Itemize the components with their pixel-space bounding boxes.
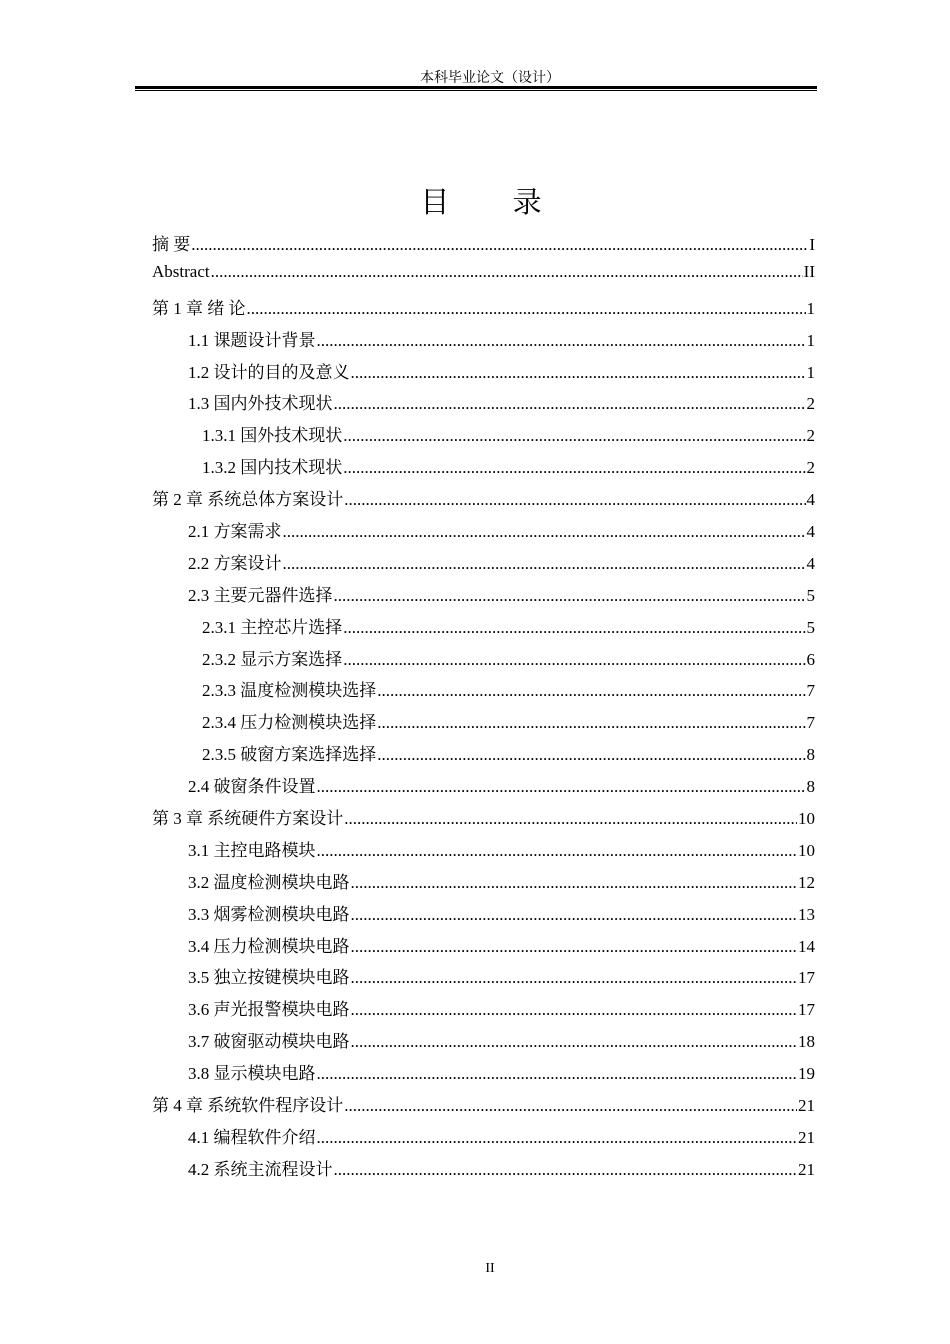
- toc-entry[interactable]: [152, 900, 815, 932]
- toc-entry[interactable]: [152, 262, 815, 294]
- toc-entry-page: 2: [806, 394, 815, 414]
- toc-entry-label: 第 3 章 系统硬件方案设计: [152, 809, 344, 829]
- toc-entry[interactable]: [152, 995, 815, 1027]
- toc-entry-label: 4.2 系统主流程设计: [188, 1159, 333, 1179]
- toc-leader-dots: [344, 490, 805, 510]
- toc-entry-label: 2.2 方案设计: [188, 553, 282, 573]
- toc-entry-label: 第 4 章 系统软件程序设计: [152, 1096, 344, 1116]
- toc-entry-label: 第 2 章 系统总体方案设计: [152, 490, 344, 510]
- toc-leader-dots: [351, 1032, 798, 1052]
- toc-leader-dots: [317, 1064, 798, 1084]
- toc-entry-page: 4: [806, 490, 815, 510]
- toc-entry-label: 2.4 破窗条件设置: [188, 777, 316, 797]
- toc-leader-dots: [317, 331, 806, 351]
- toc-entry-label: Abstract: [152, 261, 210, 281]
- toc-leader-dots: [247, 299, 806, 319]
- toc-entry[interactable]: [152, 708, 815, 740]
- toc-entry-page: 10: [798, 809, 815, 829]
- toc-entry[interactable]: [152, 453, 815, 485]
- toc-entry[interactable]: [152, 645, 815, 677]
- toc-entry-page: 17: [798, 968, 815, 988]
- toc-entry-page: II: [803, 261, 815, 281]
- toc-entry-page: 2: [806, 426, 815, 446]
- header-rule-thick: [135, 86, 817, 89]
- toc-leader-dots: [343, 650, 805, 670]
- toc-leader-dots: [211, 262, 803, 282]
- toc-entry-page: 18: [798, 1032, 815, 1052]
- toc-leader-dots: [377, 745, 805, 765]
- toc-leader-dots: [334, 1160, 798, 1180]
- toc-leader-dots: [317, 1128, 798, 1148]
- toc-entry-label: 3.5 独立按键模块电路: [188, 968, 350, 988]
- toc-leader-dots: [351, 937, 798, 957]
- toc-leader-dots: [343, 618, 805, 638]
- toc-entry-page: 8: [806, 745, 815, 765]
- toc-leader-dots: [351, 905, 798, 925]
- toc-entry[interactable]: [152, 868, 815, 900]
- toc-entry[interactable]: [152, 932, 815, 964]
- toc-entry[interactable]: [152, 1027, 815, 1059]
- toc-entry-label: 3.4 压力检测模块电路: [188, 936, 350, 956]
- toc-entry[interactable]: [152, 740, 815, 772]
- toc-entry[interactable]: [152, 1155, 815, 1187]
- toc-entry-label: 1.3 国内外技术现状: [188, 394, 333, 414]
- toc-entry[interactable]: [152, 294, 815, 326]
- toc-entry-label: 2.3.1 主控芯片选择: [202, 617, 343, 637]
- toc-leader-dots: [283, 522, 806, 542]
- toc-leader-dots: [334, 394, 806, 414]
- toc-entry-label: 2.1 方案需求: [188, 522, 282, 542]
- toc-entry[interactable]: [152, 549, 815, 581]
- toc-entry-label: 3.6 声光报警模块电路: [188, 1000, 350, 1020]
- toc-entry-page: 1: [806, 362, 815, 382]
- toc-entry-page: I: [809, 235, 815, 254]
- toc-entry-page: 13: [798, 904, 815, 924]
- toc-entry-page: 7: [806, 681, 815, 701]
- toc-entry[interactable]: [152, 1059, 815, 1091]
- toc-entry-page: 8: [806, 777, 815, 797]
- toc-entry[interactable]: [152, 358, 815, 390]
- toc-leader-dots: [351, 363, 806, 383]
- toc-entry-page: 1: [806, 298, 815, 318]
- toc-entry[interactable]: [152, 1123, 815, 1155]
- toc-entry-label: 3.2 温度检测模块电路: [188, 872, 350, 892]
- toc-entry-label: 第 1 章 绪 论: [152, 298, 246, 318]
- toc-leader-dots: [351, 1000, 798, 1020]
- toc-entry-page: 17: [798, 1000, 815, 1020]
- page-header-title: 本科毕业论文（设计）: [420, 71, 560, 86]
- header-rule-thin: [135, 90, 817, 91]
- toc-title: 目 录: [420, 187, 570, 219]
- table-of-contents: [152, 230, 815, 1187]
- toc-entry-label: 摘 要: [152, 235, 191, 254]
- toc-leader-dots: [351, 968, 798, 988]
- toc-entry-label: 2.3.4 压力检测模块选择: [202, 713, 377, 733]
- toc-entry-page: 21: [798, 1096, 815, 1116]
- toc-entry-page: 12: [798, 872, 815, 892]
- toc-entry[interactable]: [152, 772, 815, 804]
- toc-leader-dots: [191, 235, 808, 255]
- toc-leader-dots: [317, 841, 798, 861]
- toc-entry-page: 7: [806, 713, 815, 733]
- toc-entry-page: 2: [806, 458, 815, 478]
- toc-leader-dots: [334, 586, 806, 606]
- toc-entry-label: 3.8 显示模块电路: [188, 1064, 316, 1084]
- toc-entry-label: 1.3.1 国外技术现状: [202, 426, 343, 446]
- toc-entry-page: 10: [798, 840, 815, 860]
- toc-entry[interactable]: [152, 326, 815, 358]
- toc-entry-label: 2.3.2 显示方案选择: [202, 649, 343, 669]
- toc-entry-label: 4.1 编程软件介绍: [188, 1127, 316, 1147]
- toc-entry[interactable]: [152, 836, 815, 868]
- toc-entry-page: 19: [798, 1064, 815, 1084]
- toc-entry-label: 2.3.3 温度检测模块选择: [202, 681, 377, 701]
- toc-entry[interactable]: [152, 676, 815, 708]
- toc-entry[interactable]: [152, 421, 815, 453]
- toc-entry[interactable]: [152, 963, 815, 995]
- toc-entry[interactable]: [152, 517, 815, 549]
- toc-leader-dots: [351, 873, 798, 893]
- toc-entry-label: 3.7 破窗驱动模块电路: [188, 1032, 350, 1052]
- toc-entry-page: 1: [806, 330, 815, 350]
- toc-entry-page: 14: [798, 936, 815, 956]
- footer-page-number: II: [485, 1261, 495, 1276]
- toc-entry-label: 3.1 主控电路模块: [188, 840, 316, 860]
- toc-leader-dots: [343, 458, 805, 478]
- toc-entry[interactable]: [152, 230, 815, 262]
- toc-leader-dots: [377, 713, 805, 733]
- toc-entry-page: 21: [798, 1159, 815, 1179]
- toc-leader-dots: [283, 554, 806, 574]
- toc-entry[interactable]: [152, 581, 815, 613]
- toc-entry-label: 2.3.5 破窗方案选择选择: [202, 745, 377, 765]
- toc-leader-dots: [344, 809, 797, 829]
- toc-entry-page: 4: [806, 522, 815, 542]
- toc-entry-page: 4: [806, 553, 815, 573]
- toc-entry-page: 5: [806, 617, 815, 637]
- toc-entry[interactable]: [152, 485, 815, 517]
- toc-entry-page: 21: [798, 1127, 815, 1147]
- toc-leader-dots: [344, 1096, 797, 1116]
- toc-leader-dots: [317, 777, 806, 797]
- toc-entry-label: 2.3 主要元器件选择: [188, 585, 333, 605]
- toc-entry-page: 5: [806, 585, 815, 605]
- toc-entry[interactable]: [152, 804, 815, 836]
- toc-entry-label: 1.2 设计的目的及意义: [188, 362, 350, 382]
- toc-entry-label: 1.1 课题设计背景: [188, 330, 316, 350]
- toc-entry-page: 6: [806, 649, 815, 669]
- toc-leader-dots: [377, 681, 805, 701]
- toc-entry[interactable]: [152, 389, 815, 421]
- toc-leader-dots: [343, 426, 805, 446]
- toc-entry-label: 3.3 烟雾检测模块电路: [188, 904, 350, 924]
- toc-entry[interactable]: [152, 613, 815, 645]
- toc-entry[interactable]: [152, 1091, 815, 1123]
- toc-entry-label: 1.3.2 国内技术现状: [202, 458, 343, 478]
